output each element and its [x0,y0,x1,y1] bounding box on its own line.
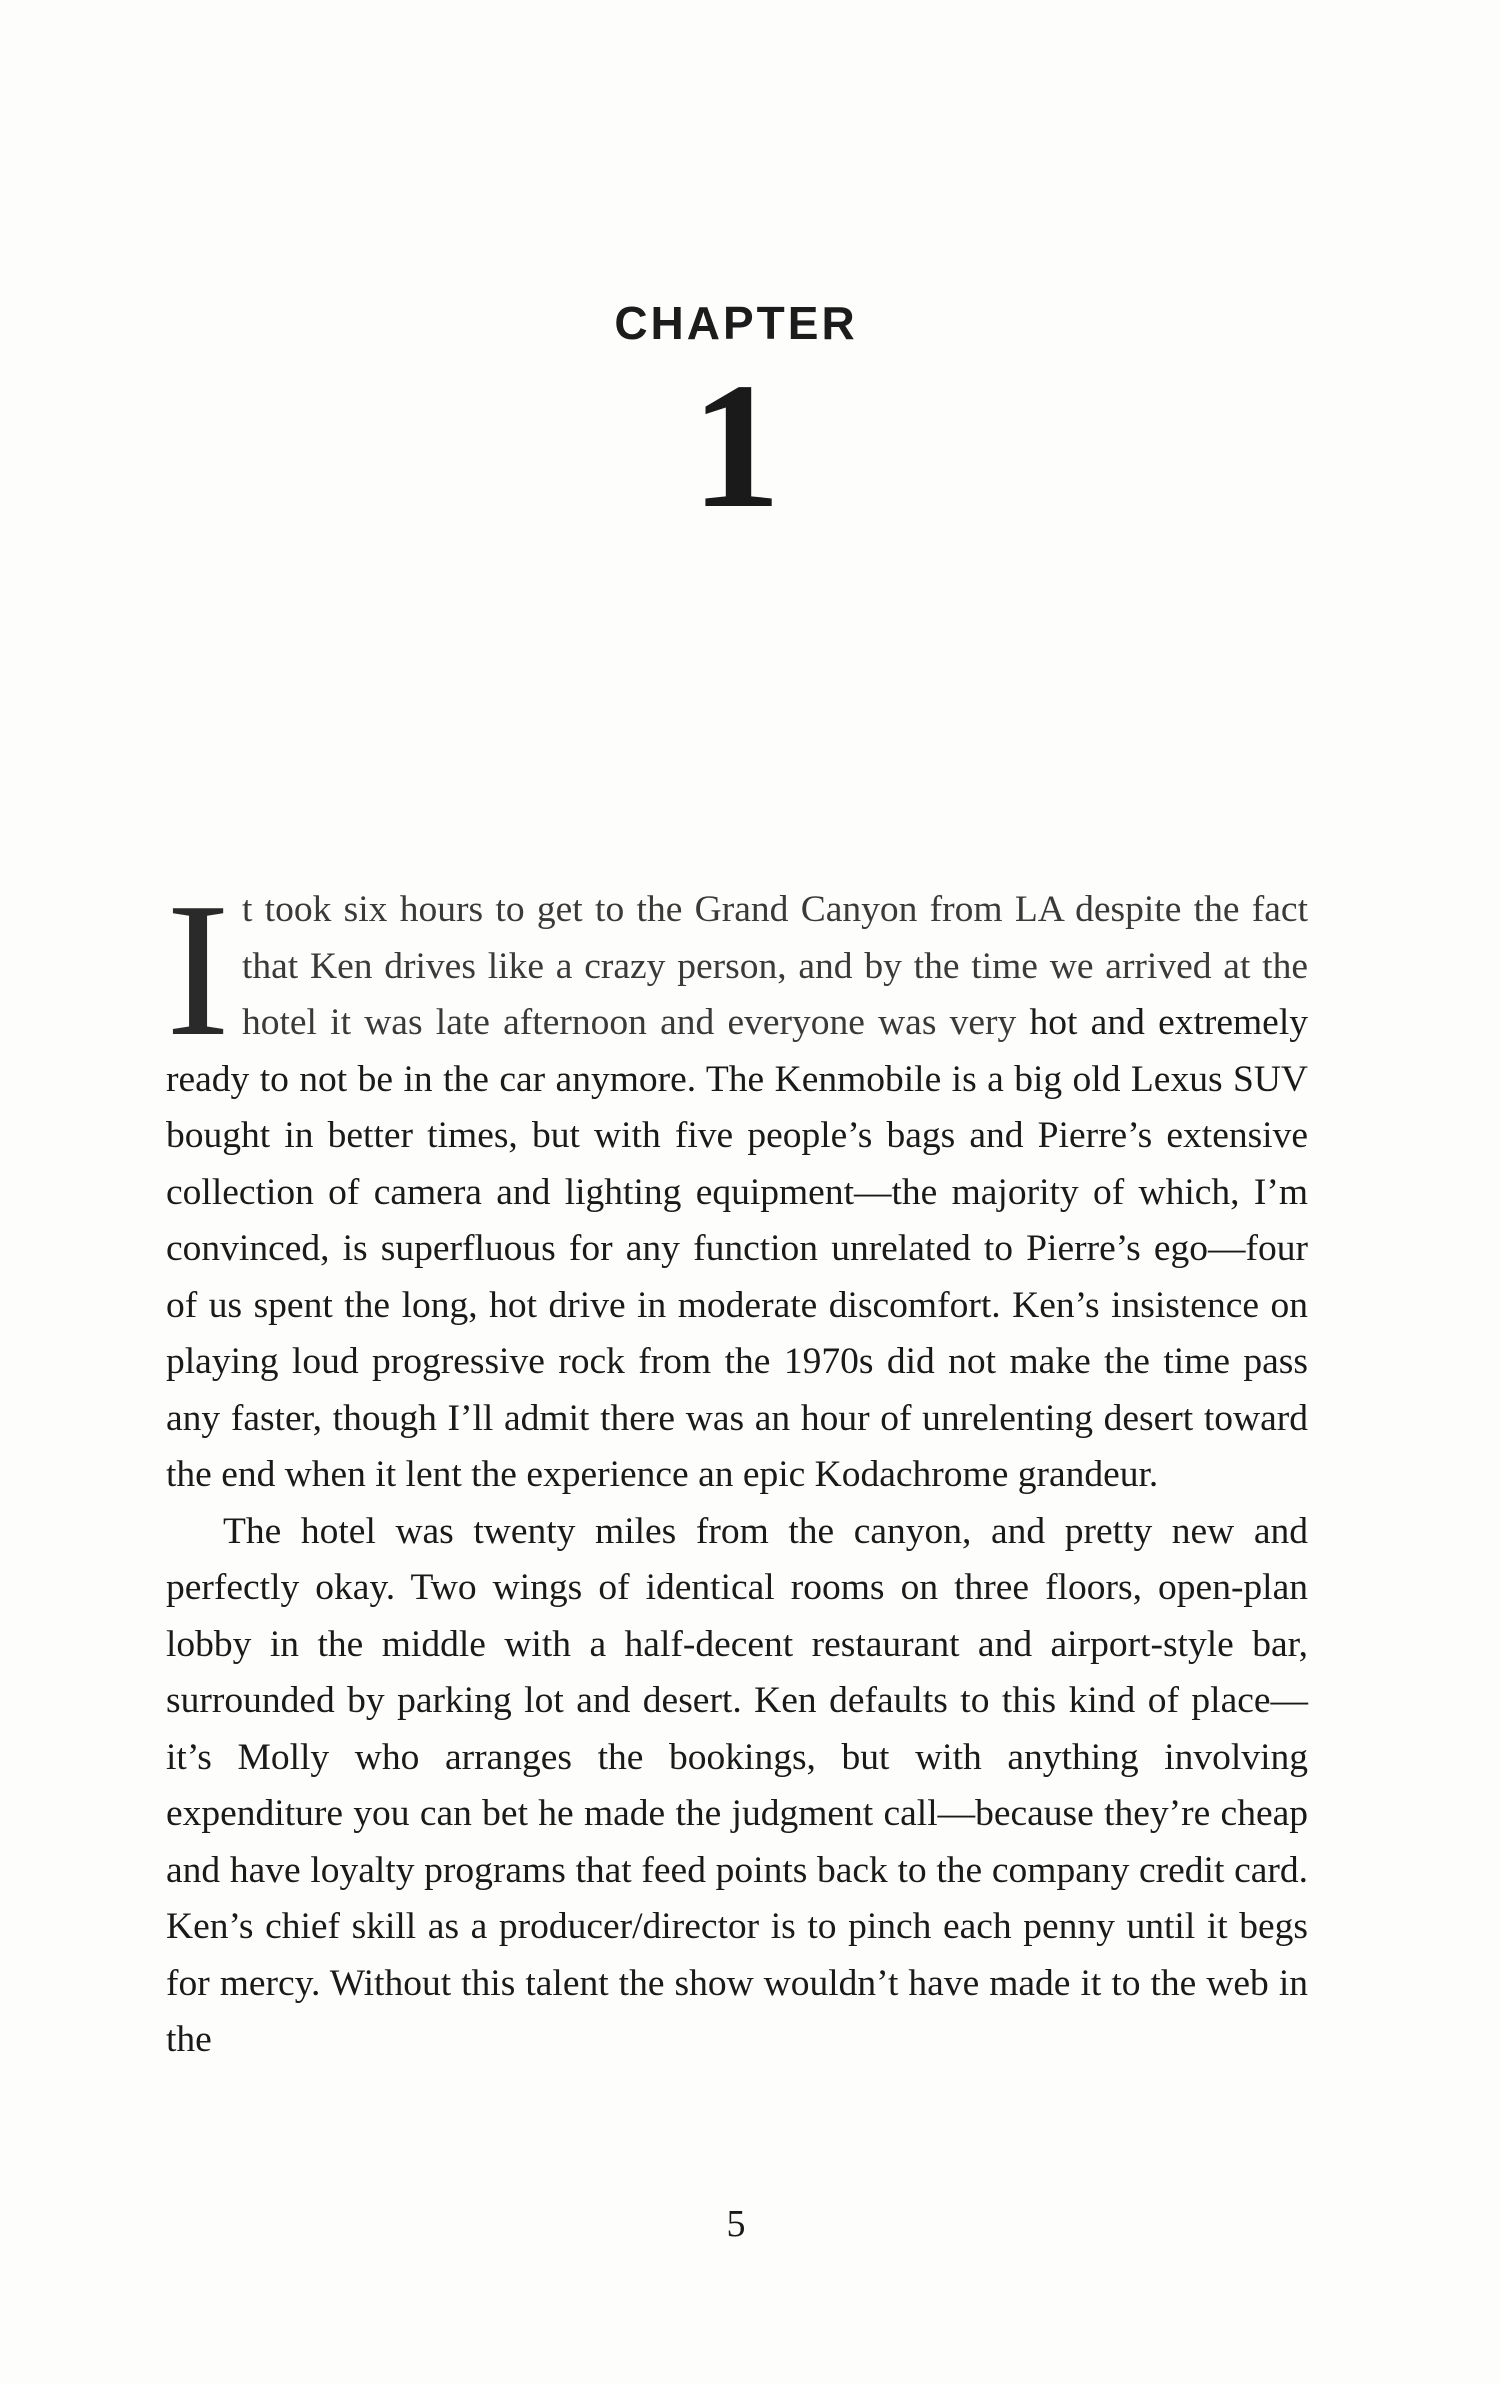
drop-cap: I [166,863,230,1076]
paragraph-1-rest: hot and extremely ready to not be in the car anymore. The Kenmobile is a big old Lexus SUV bought in better times, but with five people’s bags and Pierre’s extensive collection of camera and lighting equipment—the majority of which, I’m convinced, is superfluous for any function unrelated to Pierre’s ego—four of us spent the long, hot drive in moderate discomfort. Ken’s insistence on playing loud progressive rock from the 1970s did not make the time pass any faster, though I’ll admit there was an hour of unrelenting desert toward the end when it lent the experience an epic Kodachrome grandeur. [166,1002,1308,1495]
paragraph-1-opening: t took six hours to get to the Grand Canyon from LA despite the fact that Ken drives like a crazy person, and by the time we arrived at the hotel it was late afternoon and everyone was very [241,889,1308,1043]
paragraph-2: The hotel was twenty miles from the canyon, and pretty new and perfectly okay. Two wings of identical rooms on three floors, open-plan lobby in the middle with a half-decent restaurant and airport-style bar, surrounded by parking lot and desert. Ken defaults to this kind of place—it’s Molly who arranges the bookings, but with anything involving expenditure you can bet he made the judgment call—because they’re cheap and have loyalty programs that feed points back to the company credit card. Ken’s chief skill as a producer/director is to pinch each penny until it begs for mercy. Without this talent the show wouldn’t have made it to the web in the [166,1510,1308,2060]
paragraph-1 [166,863,1308,1504]
chapter-label: CHAPTER [614,297,858,349]
page-number: 5 [726,2203,746,2245]
chapter-body-text [166,863,1308,2069]
chapter-number: 1 [691,346,781,545]
